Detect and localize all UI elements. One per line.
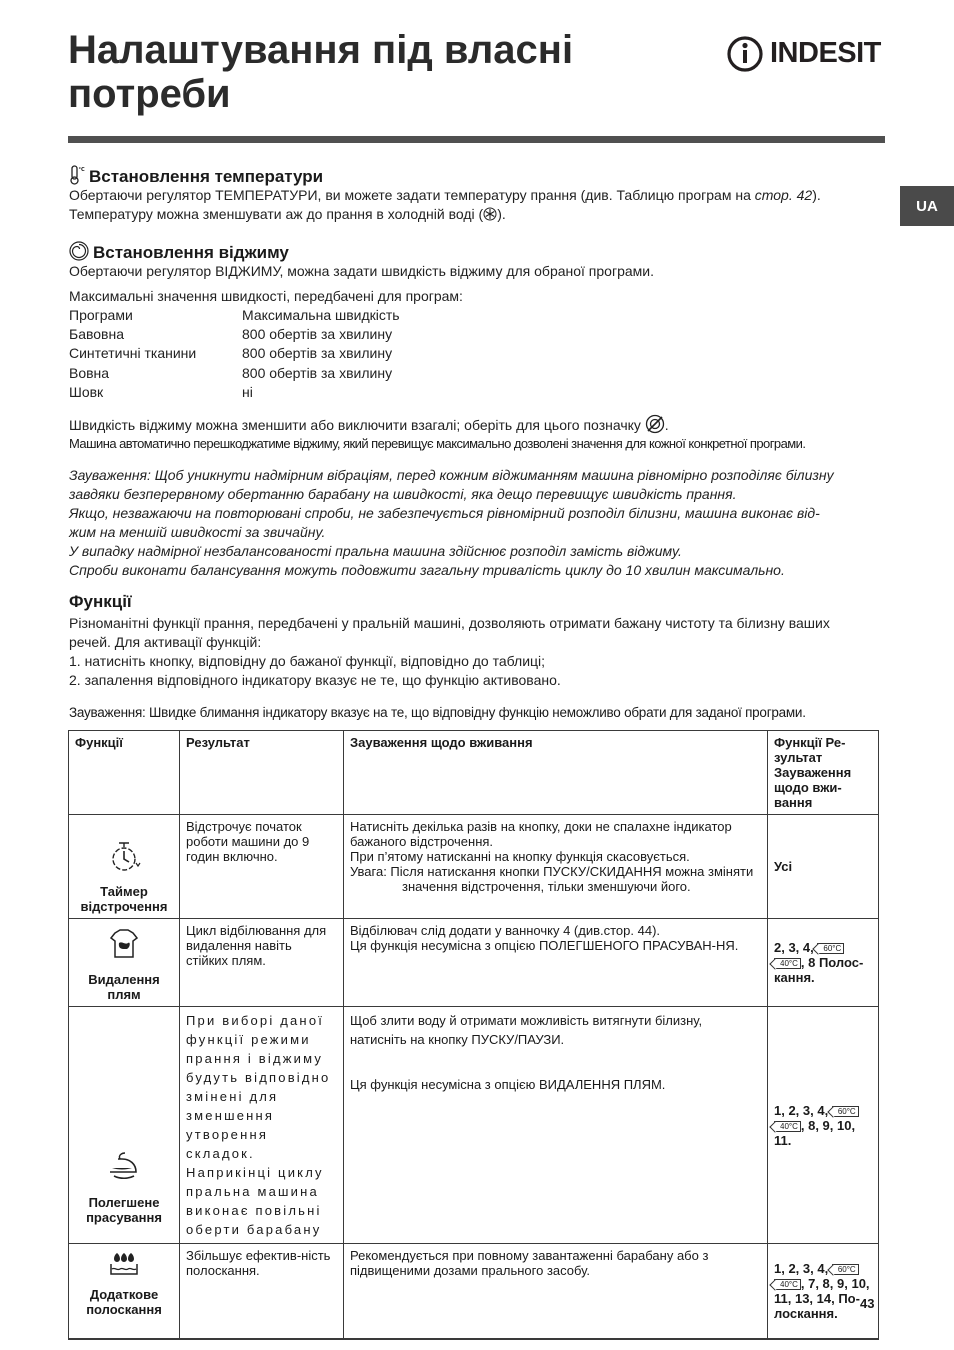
- spin-note-line: жим на меншій швидкості за звичайну.: [69, 524, 326, 540]
- stain-removal-icon: [75, 923, 173, 964]
- functions-step-1: 1. натисніть кнопку, відповідну до бажаної функції, відповідно до таблиці;: [69, 653, 546, 669]
- logo-i-icon: [726, 34, 766, 74]
- speed-program: Синтетичні тканини: [69, 345, 197, 361]
- extra-rinse-icon: [75, 1248, 173, 1281]
- function-name-cell: [69, 1007, 180, 1244]
- function-applicable: Усі: [768, 815, 879, 919]
- function-name-cell: [69, 815, 180, 919]
- function-note-line: Відбілювач слід додати у ванночку 4 (див.стор. 44).: [350, 923, 661, 938]
- spin-intro: Обертаючи регулятор ВІДЖИМУ, можна задати швидкість віджиму для обраної програми.: [69, 263, 654, 279]
- functions-note: Зауваження: Швидке блимання індикатору вказує на те, що відповідну функцію неможливо обрати для заданої програми.: [69, 705, 806, 720]
- speed-program: Вовна: [69, 365, 110, 381]
- spin-note: [69, 466, 887, 580]
- snowflake-icon: [483, 206, 497, 222]
- brand-name: INDESIT: [770, 37, 881, 69]
- spin-heading-text: Встановлення віджиму: [93, 243, 289, 262]
- svg-text:°C: °C: [78, 167, 85, 173]
- table-row: [69, 1244, 879, 1339]
- function-note-line: При п’ятому натисканні на кнопку функція скасовується.: [350, 849, 690, 864]
- speed-program: Бавовна: [69, 326, 124, 342]
- program-60-badge: 60°C: [817, 943, 844, 954]
- spin-reduce-post: .: [664, 417, 669, 433]
- function-note-line: Ця функція несумісна з опцією ПОЛЕГШЕНОГО ПРАСУВАН-НЯ.: [350, 938, 739, 953]
- delay-timer-icon: [75, 819, 173, 880]
- function-name-cell: [69, 1244, 180, 1339]
- spin-note-line: Якщо, незважаючи на повторювані спроби, не забезпечується рівномірний розподіл білизни, машина виконає від-: [69, 505, 820, 521]
- function-notes: [344, 815, 768, 919]
- applicable-programs-b: , 8, 9, 10, 11.: [774, 1117, 856, 1148]
- col-header-result: Результат: [180, 731, 344, 815]
- easy-iron-icon: [75, 1148, 173, 1185]
- table-row: [69, 815, 879, 919]
- temperature-page-ref: стор. 42: [754, 187, 813, 203]
- speed-row: [69, 306, 400, 325]
- function-name: Полегшене прасування: [86, 1195, 162, 1225]
- temperature-line-1-pre: Обертаючи регулятор ТЕМПЕРАТУРИ, ви можете задати температуру прання (див. Таблицю програм на: [69, 187, 755, 203]
- applicable-programs-b: , 8 Полос-кання.: [774, 955, 864, 985]
- temperature-line-2-post: ).: [497, 206, 506, 222]
- speed-value: ні: [242, 384, 253, 400]
- functions-step-2: 2. запалення відповідного індикатору вказує не те, що функцію активовано.: [69, 672, 561, 688]
- function-name-cell: [69, 919, 180, 1007]
- function-notes: [344, 919, 768, 1007]
- spin-note-line: Зауваження: Щоб уникнути надмірним вібраціям, перед кожним віджиманням машина рівномірно розподіляє білизну: [69, 467, 834, 483]
- applicable-programs-a: 2, 3, 4,: [774, 940, 814, 955]
- program-40-badge: 40°C: [774, 1121, 801, 1132]
- spin-note-line: У випадку надмірної незбалансованості пральна машина здійснює розподіл замість віджиму.: [69, 543, 682, 559]
- function-name: Таймер відстрочення: [80, 884, 168, 914]
- speed-row: [69, 364, 393, 383]
- table-row: [69, 919, 879, 1007]
- speed-value: 800 обертів за хвилину: [242, 326, 393, 342]
- table-row: [69, 1007, 879, 1244]
- speed-program: Шовк: [69, 384, 104, 400]
- applicable-programs-b: , 7, 8, 9, 10, 11, 13, 14, По-лоскання.: [774, 1275, 870, 1321]
- functions-table: [68, 730, 879, 1340]
- speed-row: [69, 383, 253, 402]
- temperature-line-2: [69, 205, 887, 224]
- page-title: Налаштування під власні потреби: [68, 28, 574, 116]
- col-header-notes: Зауваження щодо вживання: [344, 731, 768, 815]
- temperature-line-1: [69, 186, 887, 205]
- speed-row: [69, 344, 393, 363]
- functions-intro-line: Різноманітні функції прання, передбачені у пральній машині, дозволяють отримати бажану чистоту та білизну ваших: [69, 615, 830, 631]
- col-header-applicable: Функції Ре-зультат Зауваження щодо вжи-вання: [768, 731, 879, 815]
- applicable-programs-a: 1, 2, 3, 4,: [774, 1260, 829, 1276]
- speed-value: 800 обертів за хвилину: [242, 365, 393, 381]
- speed-value: 800 обертів за хвилину: [242, 345, 393, 361]
- function-name: Додаткове полоскання: [86, 1287, 162, 1317]
- functions-intro: [69, 614, 887, 690]
- temperature-text: [69, 186, 887, 224]
- function-result: Відстрочує початок роботи машини до 9 годин включно.: [180, 815, 344, 919]
- no-spin-icon: [645, 417, 665, 433]
- temperature-heading-text: Встановлення температури: [89, 167, 324, 186]
- function-applicable: [768, 1007, 879, 1244]
- functions-intro-line: речей. Для активації функцій:: [69, 634, 262, 650]
- col-header-functions: Функції: [69, 731, 180, 815]
- program-60-badge: 60°C: [832, 1106, 859, 1117]
- program-40-badge: 40°C: [774, 1279, 801, 1290]
- temperature-line-2-pre: Температуру можна зменшувати аж до прання в холодній воді (: [69, 206, 484, 222]
- function-result: При виборі даної функції режими прання і віджиму будуть відповідно змінені для зменшення утворення складок. Наприкінці циклу пральна машина виконає повільні оберти барабану: [180, 1007, 344, 1244]
- function-note-line: Ця функція несумісна з опцією ВИДАЛЕННЯ ПЛЯМ.: [350, 1077, 666, 1092]
- language-tab: UA: [900, 186, 954, 226]
- function-note-line: Натисніть декілька разів на кнопку, доки не спалахне індикатор бажаного відстрочення.: [350, 819, 732, 849]
- function-applicable: [768, 1244, 879, 1339]
- spin-auto-prevent: Машина автоматично перешкоджатиме віджиму, який перевищує максимально дозволені значення для кожної конкретної програми.: [69, 436, 806, 451]
- temperature-line-1-post: ).: [812, 187, 821, 203]
- spin-reduce-pre: Швидкість віджиму можна зменшити або виключити взагалі; оберіть для цього позначку: [69, 417, 645, 433]
- spin-note-line: Спроби виконати балансування можуть подовжити загальну тривалість циклу до 10 хвилин максимально.: [69, 562, 785, 578]
- spin-reduce-text: [69, 414, 887, 435]
- function-applicable: [768, 919, 879, 1007]
- speed-program: Програми: [69, 307, 133, 323]
- function-note-line: Щоб злити воду й отримати можливість витягнути білизну, натисніть на кнопку ПУСКУ/ПАУЗИ.: [350, 1013, 703, 1047]
- functions-heading: Функції: [69, 592, 132, 611]
- page-number: 43: [860, 1296, 875, 1311]
- speed-row: [69, 325, 393, 344]
- function-name: Видалення плям: [88, 972, 160, 1002]
- program-40-badge: 40°C: [774, 958, 801, 969]
- function-note-warning: Увага: Після натискання кнопки ПУСКУ/СКИДАННЯ можна зміняти значення відстрочення, тільки зменшуючи його.: [350, 864, 754, 894]
- table-header-row: [69, 731, 879, 815]
- function-notes: Рекомендується при повному завантаженні барабану або з підвищеними дозами прального засобу.: [344, 1244, 768, 1339]
- program-60-badge: 60°C: [832, 1264, 859, 1275]
- header-rule: [68, 136, 885, 143]
- applicable-programs-a: 1, 2, 3, 4,: [774, 1102, 829, 1118]
- speed-value: Максимальна швидкість: [242, 307, 400, 323]
- function-result: Цикл відбілювання для видалення навіть стійких плям.: [180, 919, 344, 1007]
- spin-note-line: завдяки безперервному обертанню барабану на швидкості, яка дещо перевищує швидкість прання.: [69, 486, 737, 502]
- function-result: Збільшує ефектив-ність полоскання.: [180, 1244, 344, 1339]
- indesit-logo: [726, 34, 886, 74]
- function-notes: [344, 1007, 768, 1244]
- spin-max-intro: Максимальні значення швидкості, передбачені для програм:: [69, 288, 463, 304]
